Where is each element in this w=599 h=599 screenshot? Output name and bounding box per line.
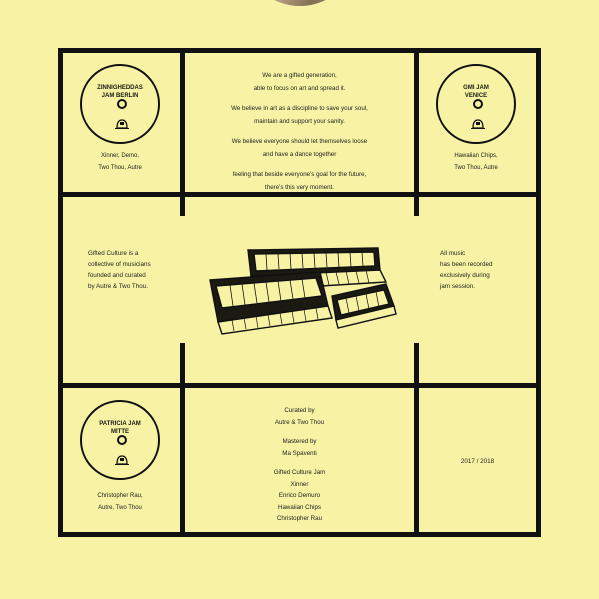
synthesizer-illustration <box>196 236 402 338</box>
disc-title-line: MITTE <box>111 429 129 435</box>
frame-line <box>58 532 541 537</box>
collective-description <box>88 248 180 292</box>
manifesto-paragraph <box>185 103 414 128</box>
credit-line: Two Thou, Autre <box>98 165 142 171</box>
text-line: and have a dance together <box>262 150 337 158</box>
label-logo-icon <box>470 118 486 130</box>
release-year: 2017 / 2018 <box>460 458 495 465</box>
disc-title <box>82 420 158 436</box>
text-line: has been recorded <box>440 261 493 268</box>
disc-title-line: VENICE <box>464 93 488 99</box>
frame-line <box>180 343 185 388</box>
spindle-hole <box>473 99 483 109</box>
credits-list <box>80 150 160 174</box>
release-credits <box>185 405 414 533</box>
text-line: Mastered by <box>282 438 317 445</box>
manifesto-paragraph <box>185 70 414 95</box>
text-line: founded and curated <box>88 272 146 279</box>
frame-line <box>536 48 541 537</box>
credit-line: Autre, Two Thou <box>98 505 142 511</box>
credits-list <box>436 150 516 174</box>
text-line: collective of musicians <box>88 261 151 268</box>
manifesto-text <box>185 70 414 202</box>
record-label-disc <box>436 64 516 144</box>
aerial-city-photo <box>243 0 357 6</box>
credit-line: Hawaiian Chips, <box>454 153 498 159</box>
text-line: jam session. <box>440 283 475 290</box>
frame-line <box>414 343 419 388</box>
text-line: Autre & Two Thou <box>274 418 325 426</box>
text-line: exclusively during <box>440 272 490 279</box>
text-line: maintain and support your sanity. <box>254 117 345 125</box>
frame-line <box>58 48 541 53</box>
text-line: by Autre & Two Thou. <box>88 283 148 290</box>
text-line: We believe everyone should let themselves loose <box>231 138 368 145</box>
disc-title <box>438 84 514 100</box>
label-logo-icon <box>114 454 130 466</box>
credit-line: Christopher Rau, <box>97 493 143 499</box>
text-line: Xinner <box>290 480 309 488</box>
text-line: Curated by <box>284 407 315 414</box>
text-line: Hawaiian Chips <box>278 503 321 511</box>
spindle-hole <box>117 435 127 445</box>
credit-group <box>185 405 414 428</box>
frame-line <box>58 48 63 537</box>
record-label-disc <box>80 64 160 144</box>
frame-line <box>58 383 541 388</box>
credits-list <box>76 490 164 514</box>
disc-title-line: PATRICIA JAM <box>99 421 141 427</box>
record-label-disc <box>80 400 160 480</box>
credit-line: Xinner, Demo, <box>100 153 140 159</box>
text-line: Gifted Culture is a <box>88 250 139 257</box>
text-line: Gifted Culture Jam <box>273 469 326 476</box>
text-line: Christopher Rau <box>276 515 323 522</box>
disc-title <box>82 84 158 100</box>
recording-note <box>440 248 536 292</box>
text-line: Enrico Demuro <box>278 492 321 499</box>
text-line: We believe in art as a discipline to save your soul, <box>231 105 368 112</box>
spindle-hole <box>117 99 127 109</box>
text-line: feeling that beside everyone's goal for the future, <box>232 171 367 178</box>
manifesto-paragraph <box>185 136 414 161</box>
credit-group <box>185 436 414 459</box>
text-line: there's this very moment. <box>265 183 334 191</box>
text-line: Ma Spaventi <box>282 449 317 457</box>
label-logo-icon <box>114 118 130 130</box>
disc-title-line: GMI JAM <box>463 85 489 91</box>
manifesto-paragraph <box>185 169 414 194</box>
disc-title-line: ZINNIGHEDDAS <box>97 85 143 91</box>
disc-title-line: JAM BERLIN <box>101 93 139 99</box>
frame-line <box>414 192 419 216</box>
text-line: able to focus on art and spread it. <box>253 84 346 92</box>
text-line: All music <box>440 250 466 257</box>
frame-line <box>414 48 419 197</box>
credit-group <box>185 467 414 525</box>
text-line: We are a gifted generation, <box>262 72 337 79</box>
credit-line: Two Thou, Autre <box>454 165 498 171</box>
